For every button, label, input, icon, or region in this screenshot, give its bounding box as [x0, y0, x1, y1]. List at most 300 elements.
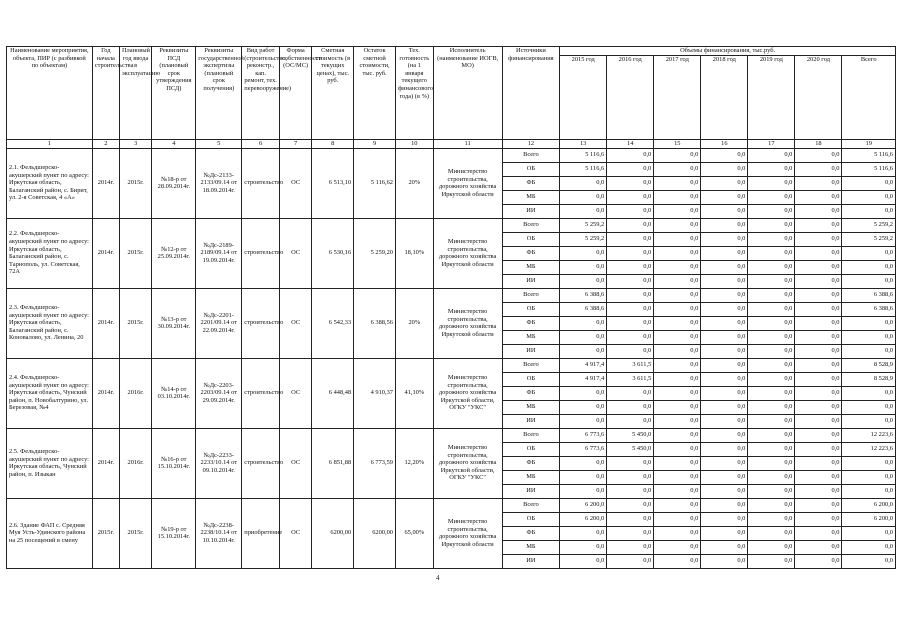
funding-value: 0,0: [748, 162, 795, 176]
funding-value: 0,0: [795, 218, 842, 232]
executor: Министерство строительства, дорожного хозяйства Иркутской области: [433, 498, 502, 568]
year-start: 2014г.: [92, 358, 119, 428]
ownership: ОС: [279, 288, 311, 358]
column-number: 8: [312, 140, 354, 149]
funding-value: 0,0: [748, 316, 795, 330]
col-header-work-type: Вид работ (строительство, реконстр., кап. ремонт, тех. перевооружение): [242, 47, 280, 140]
funding-value: 0,0: [748, 554, 795, 568]
expertise-details: №Дс-2189-2189/09.14 от 19.09.2014г.: [196, 218, 242, 288]
funding-value: 0,0: [748, 246, 795, 260]
year-plan: 2015г.: [119, 148, 151, 218]
funding-source: ФБ: [502, 526, 560, 540]
funding-value: 0,0: [842, 484, 896, 498]
funding-value: 0,0: [748, 386, 795, 400]
funding-value: 0,0: [748, 176, 795, 190]
psd-details: №18-р от 28.09.2014г.: [152, 148, 196, 218]
funding-value: 0,0: [701, 526, 748, 540]
year-start: 2015г.: [92, 498, 119, 568]
executor: Министерство строительства, дорожного хозяйства Иркутской области, ОГКУ "УКС": [433, 428, 502, 498]
funding-value: 0,0: [748, 498, 795, 512]
work-type: строительство: [242, 288, 280, 358]
funding-value: 0,0: [560, 400, 607, 414]
funding-value: 6 200,0: [560, 498, 607, 512]
funding-value: 0,0: [795, 246, 842, 260]
funding-value: 0,0: [654, 442, 701, 456]
funding-value: 0,0: [701, 274, 748, 288]
funding-value: 0,0: [795, 344, 842, 358]
funding-source: МБ: [502, 330, 560, 344]
col-header-year-start: Год начала строительства: [92, 47, 119, 140]
funding-value: 0,0: [560, 484, 607, 498]
funding-value: 0,0: [607, 554, 654, 568]
funding-value: 0,0: [701, 442, 748, 456]
funding-value: 0,0: [842, 260, 896, 274]
funding-value: 0,0: [654, 316, 701, 330]
funding-value: 0,0: [701, 176, 748, 190]
column-number: 14: [607, 140, 654, 149]
ownership: ОС: [279, 218, 311, 288]
readiness: 18,10%: [395, 218, 433, 288]
funding-value: 0,0: [654, 554, 701, 568]
expertise-details: №Дс-2201-2201/09.14 от 22.09.2014г.: [196, 288, 242, 358]
funding-value: 0,0: [748, 484, 795, 498]
year-plan: 2015г.: [119, 498, 151, 568]
funding-value: 0,0: [701, 484, 748, 498]
funding-value: 0,0: [795, 442, 842, 456]
col-header-year-plan: Плановый год ввода в эксплуатацию: [119, 47, 151, 140]
funding-value: 6 200,0: [842, 498, 896, 512]
table-row: [7, 498, 896, 512]
funding-value: 0,0: [701, 414, 748, 428]
funding-value: 0,0: [701, 456, 748, 470]
funding-value: 0,0: [748, 428, 795, 442]
funding-value: 0,0: [654, 484, 701, 498]
funding-value: 0,0: [654, 470, 701, 484]
funding-value: 0,0: [795, 274, 842, 288]
funding-source: ИИ: [502, 204, 560, 218]
table-row: [7, 288, 896, 302]
year-start: 2014г.: [92, 428, 119, 498]
funding-value: 0,0: [748, 218, 795, 232]
funding-source: ОБ: [502, 372, 560, 386]
funding-value: 0,0: [654, 330, 701, 344]
funding-source: ФБ: [502, 246, 560, 260]
funding-value: 0,0: [842, 246, 896, 260]
funding-source: ОБ: [502, 232, 560, 246]
readiness: 41,10%: [395, 358, 433, 428]
remaining-cost: 4 910,37: [354, 358, 396, 428]
column-number: 19: [842, 140, 896, 149]
funding-value: 0,0: [748, 442, 795, 456]
funding-value: 0,0: [560, 414, 607, 428]
funding-value: 0,0: [701, 470, 748, 484]
funding-value: 0,0: [607, 316, 654, 330]
funding-value: 0,0: [607, 484, 654, 498]
work-type: приобретение: [242, 498, 280, 568]
funding-value: 0,0: [701, 302, 748, 316]
funding-value: 0,0: [654, 260, 701, 274]
funding-value: 0,0: [654, 400, 701, 414]
funding-value: 0,0: [748, 526, 795, 540]
funding-value: 4 917,4: [560, 358, 607, 372]
funding-value: 0,0: [607, 498, 654, 512]
estimate-cost: 6 851,88: [312, 428, 354, 498]
funding-value: 0,0: [795, 260, 842, 274]
psd-details: №13-р от 30.09.2014г.: [152, 288, 196, 358]
funding-value: 0,0: [654, 512, 701, 526]
funding-source: ФБ: [502, 176, 560, 190]
funding-value: 0,0: [701, 512, 748, 526]
funding-value: 0,0: [654, 162, 701, 176]
work-type: строительство: [242, 358, 280, 428]
work-type: строительство: [242, 148, 280, 218]
funding-value: 0,0: [607, 330, 654, 344]
funding-source: ФБ: [502, 456, 560, 470]
funding-value: 0,0: [607, 288, 654, 302]
object-name: 2.1. Фельдшерско-акушерский пункт по адресу: Иркутская область, Балаганский район, с. Бирит, ул. 2-я Советская, 4 «А»: [7, 148, 93, 218]
funding-value: 0,0: [654, 218, 701, 232]
funding-value: 0,0: [701, 498, 748, 512]
funding-value: 0,0: [795, 414, 842, 428]
funding-value: 0,0: [654, 288, 701, 302]
funding-value: 0,0: [654, 526, 701, 540]
funding-value: 0,0: [654, 498, 701, 512]
funding-value: 0,0: [654, 232, 701, 246]
funding-value: 0,0: [607, 260, 654, 274]
column-number: 2: [92, 140, 119, 149]
funding-value: 6 388,6: [842, 288, 896, 302]
funding-value: 12 223,6: [842, 442, 896, 456]
funding-value: 0,0: [701, 148, 748, 162]
funding-source: МБ: [502, 190, 560, 204]
expertise-details: №Дс-2203-2203/09.14 от 29.09.2014г.: [196, 358, 242, 428]
funding-value: 0,0: [607, 456, 654, 470]
year-plan: 2016г.: [119, 428, 151, 498]
funding-source: ФБ: [502, 316, 560, 330]
funding-value: 0,0: [701, 190, 748, 204]
funding-value: 0,0: [607, 540, 654, 554]
funding-value: 0,0: [795, 302, 842, 316]
expertise-details: №Дс-2233-2233/10.14 от 09.10.2014г.: [196, 428, 242, 498]
funding-value: 0,0: [842, 470, 896, 484]
funding-value: 5 116,6: [560, 148, 607, 162]
col-header-ownership: Форма собственности (ОС/МС): [279, 47, 311, 140]
funding-value: 0,0: [795, 162, 842, 176]
funding-value: 0,0: [748, 274, 795, 288]
funding-value: 0,0: [701, 428, 748, 442]
funding-value: 0,0: [842, 344, 896, 358]
funding-value: 0,0: [560, 260, 607, 274]
funding-source: ИИ: [502, 484, 560, 498]
funding-value: 0,0: [795, 330, 842, 344]
executor: Министерство строительства, дорожного хозяйства Иркутской области: [433, 288, 502, 358]
funding-value: 0,0: [607, 512, 654, 526]
remaining-cost: 6200,00: [354, 498, 396, 568]
funding-source: Всего: [502, 358, 560, 372]
column-number: 6: [242, 140, 280, 149]
column-number: 16: [701, 140, 748, 149]
col-header-readiness: Тех. готовность (на 1 января текущего финансового года) (в %): [395, 47, 433, 140]
funding-value: 0,0: [842, 456, 896, 470]
funding-value: 0,0: [842, 190, 896, 204]
funding-value: 0,0: [654, 414, 701, 428]
col-header-year-2016: 2016 год: [607, 56, 654, 140]
funding-value: 5 116,6: [842, 148, 896, 162]
expertise-details: №Дс-2238-2238/10.14 от 10.10.2014г.: [196, 498, 242, 568]
funding-value: 6 388,6: [560, 302, 607, 316]
funding-value: 0,0: [701, 232, 748, 246]
year-plan: 2015г.: [119, 218, 151, 288]
funding-value: 5 259,2: [560, 218, 607, 232]
funding-value: 0,0: [748, 204, 795, 218]
year-start: 2014г.: [92, 218, 119, 288]
funding-value: 0,0: [701, 540, 748, 554]
funding-value: 0,0: [701, 330, 748, 344]
funding-value: 0,0: [701, 386, 748, 400]
funding-value: 0,0: [607, 246, 654, 260]
funding-value: 6 200,0: [842, 512, 896, 526]
funding-value: 0,0: [701, 344, 748, 358]
col-header-remaining: Остаток сметной стоимости, тыс. руб.: [354, 47, 396, 140]
funding-value: 0,0: [748, 190, 795, 204]
funding-value: 0,0: [654, 176, 701, 190]
funding-value: 0,0: [795, 540, 842, 554]
funding-value: 0,0: [607, 162, 654, 176]
readiness: 20%: [395, 288, 433, 358]
funding-value: 0,0: [748, 148, 795, 162]
funding-value: 0,0: [560, 554, 607, 568]
funding-value: 6 388,6: [842, 302, 896, 316]
funding-value: 0,0: [748, 414, 795, 428]
funding-value: 5 259,2: [842, 218, 896, 232]
estimate-cost: 6 542,33: [312, 288, 354, 358]
funding-value: 0,0: [654, 372, 701, 386]
col-header-year-2020: 2020 год: [795, 56, 842, 140]
funding-value: 0,0: [748, 400, 795, 414]
year-plan: 2015г.: [119, 288, 151, 358]
readiness: 20%: [395, 148, 433, 218]
year-start: 2014г.: [92, 148, 119, 218]
funding-value: 0,0: [701, 288, 748, 302]
col-header-expertise: Реквизиты государственной экспертизы (плановый срок получения): [196, 47, 242, 140]
funding-value: 8 528,9: [842, 358, 896, 372]
column-number: 1: [7, 140, 93, 149]
remaining-cost: 6 773,59: [354, 428, 396, 498]
executor: Министерство строительства, дорожного хозяйства Иркутской области, ОГКУ "УКС": [433, 358, 502, 428]
funding-value: 0,0: [654, 358, 701, 372]
funding-value: 0,0: [560, 344, 607, 358]
funding-value: 0,0: [842, 386, 896, 400]
ownership: ОС: [279, 148, 311, 218]
funding-value: 0,0: [842, 330, 896, 344]
object-name: 2.3. Фельдшерско-акушерский пункт по адресу: Иркутская область, Балаганский район, с. Коновалово, ул. Ленина, 20: [7, 288, 93, 358]
funding-value: 3 611,5: [607, 372, 654, 386]
funding-source: ИИ: [502, 344, 560, 358]
funding-value: 0,0: [842, 204, 896, 218]
funding-value: 0,0: [654, 540, 701, 554]
funding-value: 0,0: [654, 428, 701, 442]
column-number: 10: [395, 140, 433, 149]
funding-value: 0,0: [560, 456, 607, 470]
funding-value: 0,0: [560, 330, 607, 344]
ownership: ОС: [279, 428, 311, 498]
col-header-total: Всего: [842, 56, 896, 140]
readiness: 65,00%: [395, 498, 433, 568]
funding-value: 0,0: [795, 148, 842, 162]
work-type: строительство: [242, 428, 280, 498]
column-number: 15: [654, 140, 701, 149]
column-number: 17: [748, 140, 795, 149]
funding-value: 0,0: [842, 274, 896, 288]
funding-value: 0,0: [654, 148, 701, 162]
funding-value: 6 773,6: [560, 442, 607, 456]
funding-value: 0,0: [795, 456, 842, 470]
funding-value: 0,0: [748, 288, 795, 302]
funding-value: 0,0: [654, 190, 701, 204]
funding-source: ФБ: [502, 386, 560, 400]
table-row: [7, 428, 896, 442]
funding-value: 0,0: [560, 176, 607, 190]
funding-value: 0,0: [748, 344, 795, 358]
funding-value: 0,0: [607, 302, 654, 316]
col-header-executor: Исполнитель (наименование ИОГВ, МО): [433, 47, 502, 140]
funding-value: 0,0: [795, 470, 842, 484]
remaining-cost: 5 116,62: [354, 148, 396, 218]
executor: Министерство строительства, дорожного хозяйства Иркутской области: [433, 148, 502, 218]
estimate-cost: 6200,00: [312, 498, 354, 568]
funding-value: 0,0: [795, 358, 842, 372]
funding-value: 6 773,6: [560, 428, 607, 442]
col-header-year-2017: 2017 год: [654, 56, 701, 140]
funding-value: 0,0: [701, 400, 748, 414]
funding-value: 0,0: [607, 400, 654, 414]
funding-source: МБ: [502, 260, 560, 274]
funding-value: 6 200,0: [560, 512, 607, 526]
funding-value: 0,0: [795, 232, 842, 246]
funding-value: 0,0: [607, 414, 654, 428]
funding-value: 0,0: [795, 176, 842, 190]
funding-value: 0,0: [607, 232, 654, 246]
funding-source: Всего: [502, 428, 560, 442]
column-number: 7: [279, 140, 311, 149]
column-number: 5: [196, 140, 242, 149]
funding-value: 0,0: [560, 540, 607, 554]
funding-value: 3 611,5: [607, 358, 654, 372]
funding-value: 0,0: [795, 204, 842, 218]
funding-value: 0,0: [654, 274, 701, 288]
funding-value: 0,0: [701, 358, 748, 372]
funding-value: 0,0: [795, 498, 842, 512]
col-header-year-2018: 2018 год: [701, 56, 748, 140]
funding-value: 0,0: [748, 372, 795, 386]
table-row: [7, 148, 896, 162]
column-number-row: [7, 140, 896, 149]
funding-value: 0,0: [842, 176, 896, 190]
funding-value: 0,0: [795, 526, 842, 540]
funding-value: 0,0: [842, 554, 896, 568]
funding-table: [6, 46, 896, 569]
column-number: 3: [119, 140, 151, 149]
funding-value: 0,0: [701, 162, 748, 176]
funding-value: 0,0: [795, 190, 842, 204]
funding-source: ИИ: [502, 414, 560, 428]
funding-value: 0,0: [607, 204, 654, 218]
funding-source: Всего: [502, 148, 560, 162]
psd-details: №12-р от 25.09.2014г.: [152, 218, 196, 288]
object-name: 2.2. Фельдшерско-акушерский пункт по адресу: Иркутская область, Балаганский район, с. Тарнополь, ул. Советская, 72А: [7, 218, 93, 288]
funding-value: 0,0: [654, 302, 701, 316]
remaining-cost: 5 259,20: [354, 218, 396, 288]
funding-value: 5 259,2: [842, 232, 896, 246]
funding-value: 5 259,2: [560, 232, 607, 246]
object-name: 2.5. Фельдшерско-акушерский пункт по адресу: Иркутская область, Чунский район, п. Изыкан: [7, 428, 93, 498]
work-type: строительство: [242, 218, 280, 288]
funding-value: 0,0: [701, 554, 748, 568]
funding-value: 8 528,9: [842, 372, 896, 386]
funding-value: 5 116,6: [842, 162, 896, 176]
funding-value: 0,0: [748, 330, 795, 344]
funding-value: 0,0: [795, 554, 842, 568]
funding-source: ОБ: [502, 302, 560, 316]
psd-details: №16-р от 15.10.2014г.: [152, 428, 196, 498]
funding-value: 0,0: [795, 288, 842, 302]
funding-source: Всего: [502, 288, 560, 302]
column-number: 11: [433, 140, 502, 149]
column-number: 12: [502, 140, 560, 149]
funding-source: МБ: [502, 400, 560, 414]
funding-value: 0,0: [842, 316, 896, 330]
ownership: ОС: [279, 498, 311, 568]
expertise-details: №Дс-2133-2133/09.14 от 18.09.2014г.: [196, 148, 242, 218]
funding-value: 0,0: [560, 470, 607, 484]
funding-value: 0,0: [701, 372, 748, 386]
funding-value: 0,0: [842, 540, 896, 554]
table-row: [7, 218, 896, 232]
funding-value: 6 388,6: [560, 288, 607, 302]
estimate-cost: 6 448,48: [312, 358, 354, 428]
funding-value: 0,0: [560, 246, 607, 260]
funding-value: 0,0: [842, 414, 896, 428]
col-header-estimate: Сметная стоимость (в текущих ценах), тыс. руб.: [312, 47, 354, 140]
funding-value: 0,0: [748, 470, 795, 484]
funding-source: ОБ: [502, 442, 560, 456]
table-row: [7, 358, 896, 372]
col-header-funding: Объемы финансирования, тыс.руб.: [560, 47, 896, 56]
funding-value: 0,0: [654, 386, 701, 400]
funding-source: ОБ: [502, 162, 560, 176]
funding-value: 0,0: [795, 512, 842, 526]
column-number: 4: [152, 140, 196, 149]
col-header-name: Наименование мероприятия, объекта, ПИР (с разбивкой по объектам): [7, 47, 93, 140]
funding-value: 0,0: [607, 218, 654, 232]
funding-value: 0,0: [560, 204, 607, 218]
col-header-sources: Источники финансирования: [502, 47, 560, 140]
funding-value: 0,0: [842, 526, 896, 540]
readiness: 12,20%: [395, 428, 433, 498]
table-body: [7, 148, 896, 568]
funding-value: 0,0: [795, 316, 842, 330]
funding-value: 4 917,4: [560, 372, 607, 386]
estimate-cost: 6 530,16: [312, 218, 354, 288]
funding-value: 0,0: [795, 428, 842, 442]
funding-source: ИИ: [502, 274, 560, 288]
funding-value: 0,0: [654, 344, 701, 358]
funding-value: 0,0: [748, 358, 795, 372]
object-name: 2.6. Здание ФАП с. Средняя Муя Усть-Удинского района на 25 посещений в смену: [7, 498, 93, 568]
page-number: 4: [436, 574, 440, 582]
funding-value: 0,0: [795, 386, 842, 400]
funding-value: 0,0: [607, 470, 654, 484]
